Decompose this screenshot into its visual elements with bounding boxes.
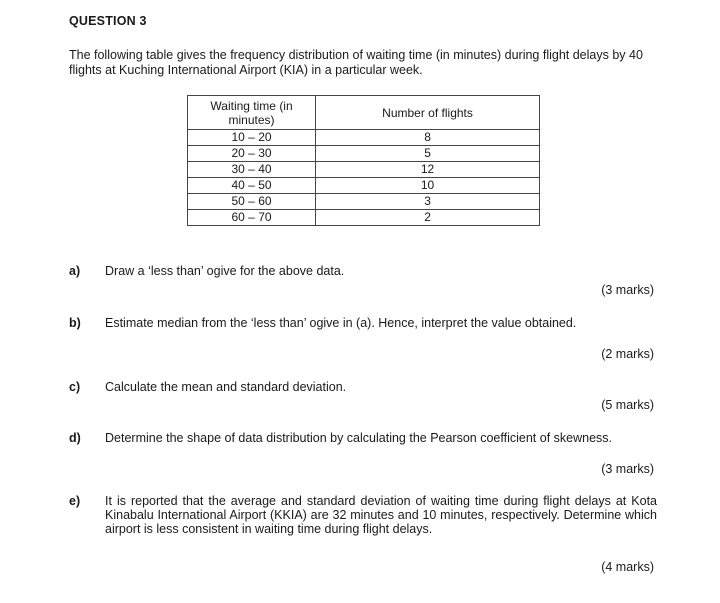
part-d-label: d): [69, 431, 81, 445]
cell-frequency: 10: [316, 178, 540, 194]
cell-frequency: 2: [316, 210, 540, 226]
table-header-row: [188, 96, 540, 130]
part-a-marks: (3 marks): [601, 283, 654, 297]
cell-interval: 60 – 70: [188, 210, 316, 226]
cell-frequency: 5: [316, 146, 540, 162]
table-row: [188, 146, 540, 162]
frequency-table: [187, 95, 540, 226]
part-c-label: c): [69, 380, 81, 394]
cell-interval: 40 – 50: [188, 178, 316, 194]
question-intro: The following table gives the frequency distribution of waiting time (in minutes) during flight delays by 40 flights at Kuching International Airport (KIA) in a particular week.: [69, 48, 643, 77]
part-b-label: b): [69, 316, 81, 330]
part-e-marks: (4 marks): [601, 560, 654, 574]
cell-interval: 20 – 30: [188, 146, 316, 162]
cell-interval: 30 – 40: [188, 162, 316, 178]
header-number-of-flights: Number of flights: [316, 96, 540, 130]
table-row: [188, 210, 540, 226]
cell-frequency: 3: [316, 194, 540, 210]
question-heading: QUESTION 3: [69, 14, 147, 28]
cell-frequency: 8: [316, 130, 540, 146]
part-c-marks: (5 marks): [601, 398, 654, 412]
part-b-marks: (2 marks): [601, 347, 654, 361]
part-a-label: a): [69, 264, 81, 278]
part-c-text: Calculate the mean and standard deviation.: [105, 380, 347, 394]
table-row: [188, 162, 540, 178]
part-e-text: It is reported that the average and standard deviation of waiting time during flight delays at Kota Kinabalu International Airport (KKIA) are 32 minutes and 10 minutes, respectively. Determine which airport is less consistent in waiting time during flight delays.: [105, 494, 657, 536]
part-d-text: Determine the shape of data distribution by calculating the Pearson coefficient of skewness.: [105, 431, 613, 445]
part-e-label: e): [69, 494, 81, 508]
part-b-text: Estimate median from the ‘less than’ ogive in (a). Hence, interpret the value obtained.: [105, 316, 577, 330]
part-d-marks: (3 marks): [601, 462, 654, 476]
part-a-text: Draw a ‘less than’ ogive for the above data.: [105, 264, 345, 278]
cell-interval: 50 – 60: [188, 194, 316, 210]
table-row: [188, 130, 540, 146]
table-row: [188, 178, 540, 194]
table-row: [188, 194, 540, 210]
cell-frequency: 12: [316, 162, 540, 178]
cell-interval: 10 – 20: [188, 130, 316, 146]
header-waiting-time: Waiting time (in minutes): [188, 96, 316, 130]
